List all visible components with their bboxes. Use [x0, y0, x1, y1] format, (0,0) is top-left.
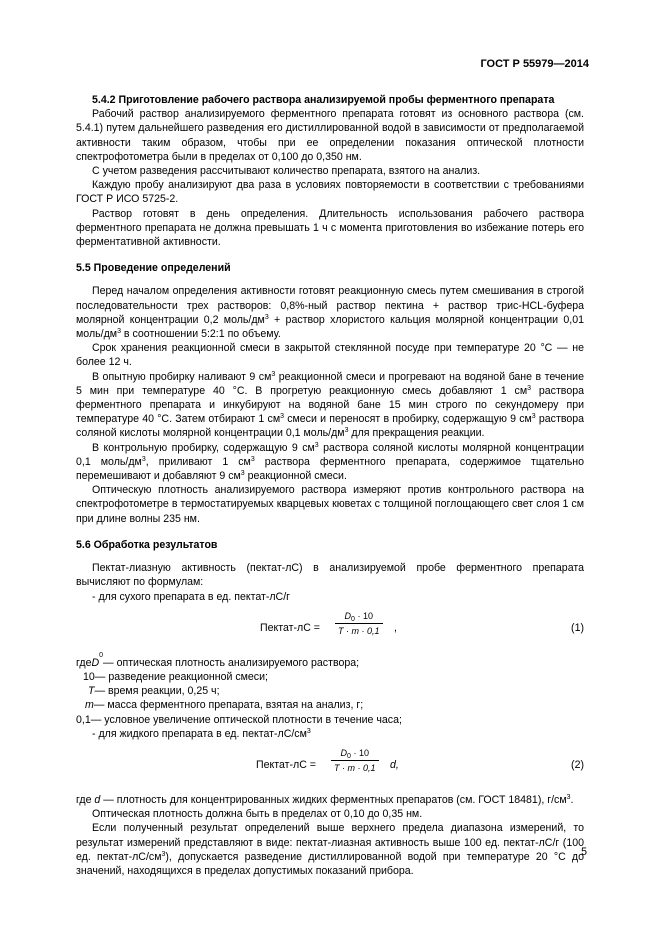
- legend-row: T — время реакции, 0,25 ч;: [88, 685, 220, 698]
- legend-row: 0,1 — условное увеличение оптической плотности в течение часа;: [76, 713, 402, 726]
- dry-preparation-line: - для сухого препарата в ед. пектат-лС/г: [92, 590, 291, 603]
- legend-row: m — масса ферментного препарата, взятая на анализ, г;: [85, 699, 364, 712]
- formula-legend: [76, 651, 584, 727]
- liquid-preparation-line: - для жидкого препарата в ед. пектат-$лС/см^3$: [92, 727, 311, 740]
- s56-paragraph-2: Оптическая плотность должна быть в пределах от 0,10 до 0,35 нм.: [92, 808, 423, 821]
- page-number: 5: [581, 846, 587, 858]
- formula-1-fraction: $\frac{D_0 \cdot 10}{T \cdot m \cdot 0,1}$: [335, 610, 383, 637]
- section-5-6-title: 5.6 Обработка результатов: [76, 538, 218, 551]
- s55-paragraph-1: Перед началом определения активности готовят реакционную смесь путем смешивания в строгой последовательности трех растворов: 0,8%-ный раствор пектина + раствор трис-HCL-буфера молярной концентрации 0,2 моль/$дм^3$ + раствор хлористого кальция молярной концентрации 0,01 моль/$дм^3$ в соотношении 5:2:1 по объему.: [76, 285, 584, 341]
- section-5-4-2-title: 5.4.2 Приготовление рабочего раствора анализируемой пробы ферментного препарата: [92, 94, 555, 106]
- s56-paragraph-3: Если полученный результат определений выше верхнего предела диапазона измерений, то результат измерений представляют в виде: пектат-лиазная активность выше 100 ед. пектат-лС/г (100 ед. пектат-$лС/см^3$), допускается разведение дистиллированной водой при температуре 20 °С до значений, находящихся в пределах допустимых показаний прибора.: [76, 822, 584, 877]
- s542-paragraph-2: С учетом разведения рассчитывают количество препарата, взятого на анализ.: [92, 165, 481, 178]
- standard-header: ГОСТ Р 55979—2014: [480, 58, 589, 70]
- document-body: [76, 93, 584, 878]
- formula-2: [76, 745, 584, 787]
- formula-2-tail: d,: [390, 758, 399, 771]
- legend-row: где D 0 — оптическая плотность анализируемого раствора;: [76, 651, 360, 669]
- section-5-5-title: 5.5 Проведение определений: [76, 262, 231, 275]
- s55-paragraph-3: В опытную пробирку наливают 9 $см^3$ реакционной смеси и прогревают на водяной бане в течение 5 мин при температуре 40 °С. В прогретую реакционную смесь добавляют 1 $см^3$ раствора ферментного препарата и инкубируют на водяной бане 15 мин строго по секундомеру при температуре 40 °С. Затем отбирают 1 $см^3$ смеси и переносят в пробирку, содержащую 9 $см^3$ раствора соляной кислоты молярной концентрации 0,1 моль/$дм^3$ для прекращения реакции.: [76, 370, 585, 440]
- formula-1-number: (1): [571, 621, 584, 634]
- s55-paragraph-4: В контрольную пробирку, содержащую 9 $см^3$ раствора соляной кислоты молярной концентрации 0,1 моль/$дм^3$, приливают 1 $см^3$ раствора ферментного препарата, содержимое тщательно перемешивают и добавляют 9 $см^3$ реакционной смеси.: [76, 441, 584, 483]
- legend-row: 10 — разведение реакционной смеси;: [83, 670, 268, 683]
- density-definition: где d — плотность для концентрированных жидких ферментных препаратов (см. ГОСТ 18481), $г/см^3$.: [76, 793, 574, 806]
- formula-2-lhs: Пектат-лС =: [256, 758, 316, 771]
- s55-paragraph-2: Срок хранения реакционной смеси в закрытой стеклянной посуде при температуре 20 °С — не более 12 ч.: [76, 342, 584, 369]
- s56-paragraph-1: Пектат-лиазную активность (пектат-лС) в анализируемой пробе ферментного препарата вычисляют по формулам:: [76, 562, 584, 589]
- s55-paragraph-5: Оптическую плотность анализируемого раствора измеряют против контрольного раствора на спектрофотометре в термостатируемых кварцевых кюветах с толщиной поглощающего свет слоя 1 см при длине волны 235 нм.: [76, 484, 584, 525]
- s542-paragraph-3: Каждую пробу анализируют два раза в условиях повторяемости в соответствии с требованиями ГОСТ Р ИСО 5725-2.: [76, 179, 584, 206]
- formula-1-tail: ,: [394, 621, 397, 634]
- s542-paragraph-1: Рабочий раствор анализируемого ферментного препарата готовят из основного раствора (см. 5.4.1) путем дальнейшего разведения его дистиллированной водой в зависимости от предполагаемой активности таким образом, чтобы при ее определении показания оптической плотности спектрофотометра были в пределах от 0,100 до 0,350 нм.: [76, 108, 584, 163]
- s542-paragraph-4: Раствор готовят в день определения. Длительность использования рабочего раствора ферментного препарата не должна превышать 1 ч с момента приготовления во избежание потерь его ферментативной активности.: [76, 207, 584, 249]
- formula-2-fraction: $\frac{D_0 \cdot 10}{T \cdot m \cdot 0,1}$: [331, 747, 379, 774]
- formula-1-lhs: Пектат-лС =: [260, 621, 320, 634]
- formula-2-number: (2): [571, 758, 584, 771]
- formula-1: [76, 608, 584, 650]
